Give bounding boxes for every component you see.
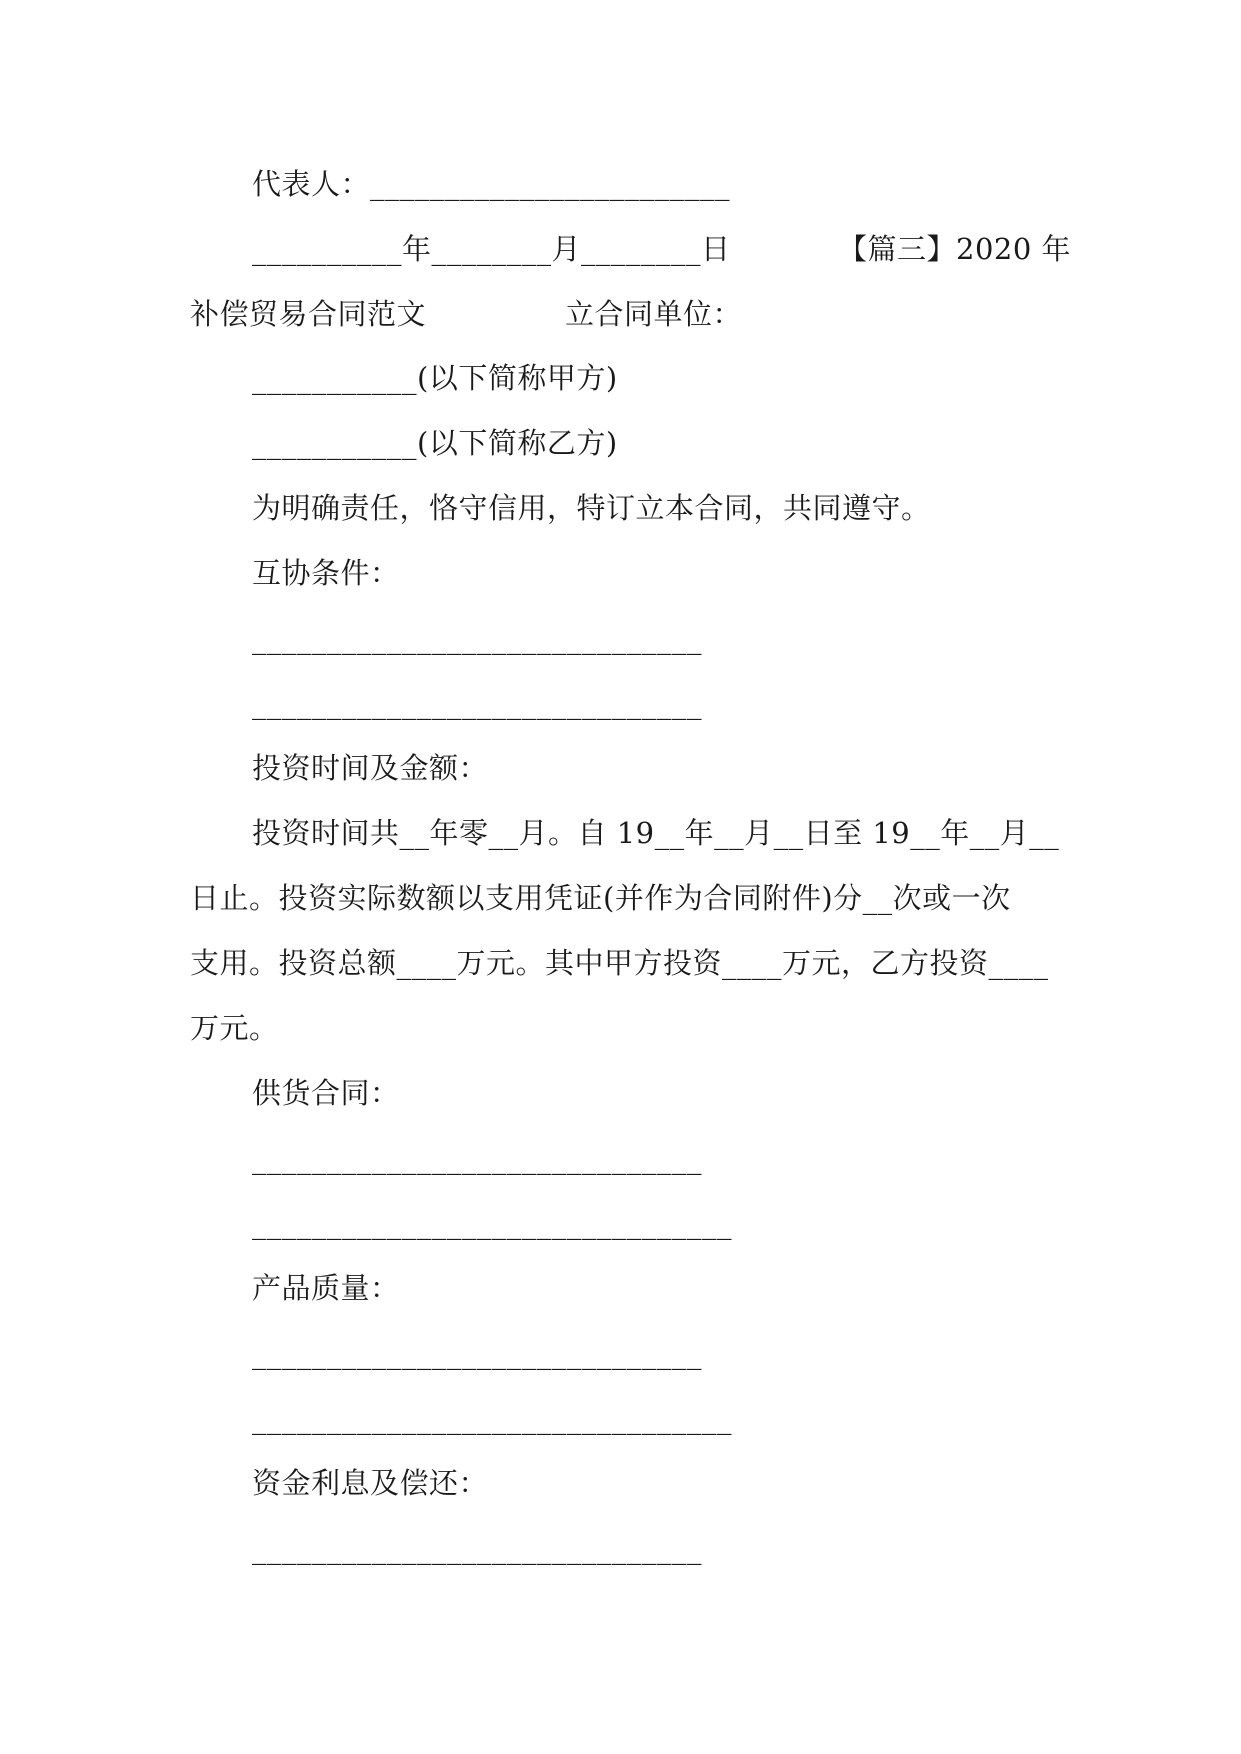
blank-line: ______________________________ xyxy=(252,1336,702,1370)
blank-line: ______________________________ xyxy=(252,621,702,655)
date-line: __________年________月________日 xyxy=(252,232,731,266)
section-heading: 【篇三】2020 年 xyxy=(838,232,1072,266)
blank-line: ________________________________ xyxy=(252,1401,732,1435)
blank-line: ______________________________ xyxy=(252,1531,702,1565)
preamble-paragraph: 为明确责任，恪守信用，特订立本合同，共同遵守。 xyxy=(252,491,931,525)
blank-line: ______________________________ xyxy=(252,686,702,720)
investment-paragraph-line: 支用。投资总额____万元。其中甲方投资____万元，乙方投资____ xyxy=(190,946,1049,980)
product-quality-heading: 产品质量： xyxy=(252,1271,400,1305)
blank-line: ______________________________ xyxy=(252,1141,702,1175)
cooperation-terms-heading: 互协条件： xyxy=(252,556,400,590)
contracting-parties-label: 立合同单位： xyxy=(565,297,743,331)
investment-paragraph-line: 投资时间共__年零__月。自 19__年__月__日至 19__年__月__ xyxy=(252,816,1060,850)
party-a-line: ___________(以下简称甲方) xyxy=(252,361,618,395)
interest-repayment-heading: 资金利息及偿还： xyxy=(252,1466,489,1500)
investment-paragraph-line: 万元。 xyxy=(190,1011,279,1045)
blank-line: ________________________________ xyxy=(252,1206,732,1240)
investment-paragraph-line: 日止。投资实际数额以支用凭证(并作为合同附件)分__次或一次 xyxy=(190,881,1011,915)
representative-line: 代表人：________________________ xyxy=(252,167,731,201)
investment-heading: 投资时间及金额： xyxy=(252,751,489,785)
contract-title: 补偿贸易合同范文 xyxy=(190,297,427,331)
party-b-line: ___________(以下简称乙方) xyxy=(252,426,618,460)
supply-contract-heading: 供货合同： xyxy=(252,1076,400,1110)
